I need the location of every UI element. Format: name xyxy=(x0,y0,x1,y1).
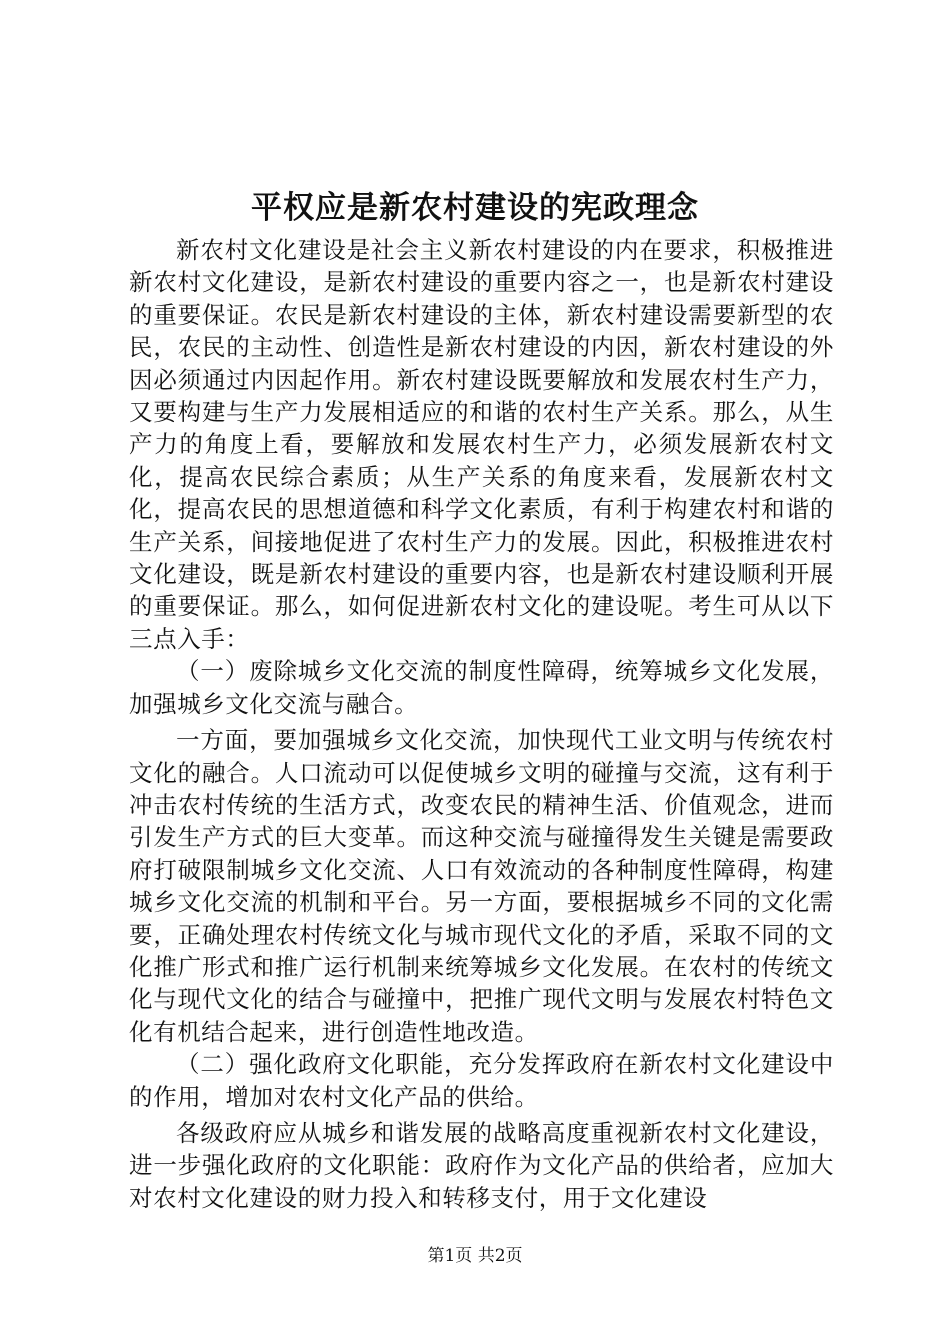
document-body xyxy=(129,234,834,1214)
paragraph-section-2-heading: （二）强化政府文化职能，充分发挥政府在新农村文化建设中的作用，增加对农村文化产品的供给。 xyxy=(129,1050,834,1111)
document-title: 平权应是新农村建设的宪政理念 xyxy=(251,190,699,226)
paragraph-section-1-body: 一方面，要加强城乡文化交流，加快现代工业文明与传统农村文化的融合。人口流动可以促使城乡文明的碰撞与交流，这有利于冲击农村传统的生活方式，改变农民的精神生活、价值观念，进而引发生产方式的巨大变革。而这种交流与碰撞得发生关键是需要政府打破限制城乡文化交流、人口有效流动的各种制度性障碍，构建城乡文化交流的机制和平台。另一方面，要根据城乡不同的文化需要，正确处理农村传统文化与城市现代文化的矛盾，采取不同的文化推广形式和推广运行机制来统筹城乡文化发展。在农村的传统文化与现代文化的结合与碰撞中，把推广现代文明与发展农村特色文化有机结合起来，进行创造性地改造。 xyxy=(129,726,834,1046)
paragraph-section-1-heading: （一）废除城乡文化交流的制度性障碍，统筹城乡文化发展，加强城乡文化交流与融合。 xyxy=(129,657,834,718)
paragraph-intro: 新农村文化建设是社会主义新农村建设的内在要求，积极推进新农村文化建设，是新农村建设的重要内容之一，也是新农村建设的重要保证。农民是新农村建设的主体，新农村建设需要新型的农民，农民的主动性、创造性是新农村建设的内因，新农村建设的外因必须通过内因起作用。新农村建设既要解放和发展农村生产力，又要构建与生产力发展相适应的和谐的农村生产关系。那么，从生产力的角度上看，要解放和发展农村生产力，必须发展新农村文化，提高农民综合素质；从生产关系的角度来看，发展新农村文化，提高农民的思想道德和科学文化素质，有利于构建农村和谐的生产关系，间接地促进了农村生产力的发展。因此，积极推进农村文化建设，既是新农村建设的重要内容，也是新农村建设顺利开展的重要保证。那么，如何促进新农村文化的建设呢。考生可从以下三点入手： xyxy=(129,236,834,653)
page-number-footer: 第1页 共2页 xyxy=(427,1246,523,1266)
paragraph-section-2-body: 各级政府应从城乡和谐发展的战略高度重视新农村文化建设，进一步强化政府的文化职能：政府作为文化产品的供给者，应加大对农村文化建设的财力投入和转移支付，用于文化建设 xyxy=(129,1118,834,1212)
